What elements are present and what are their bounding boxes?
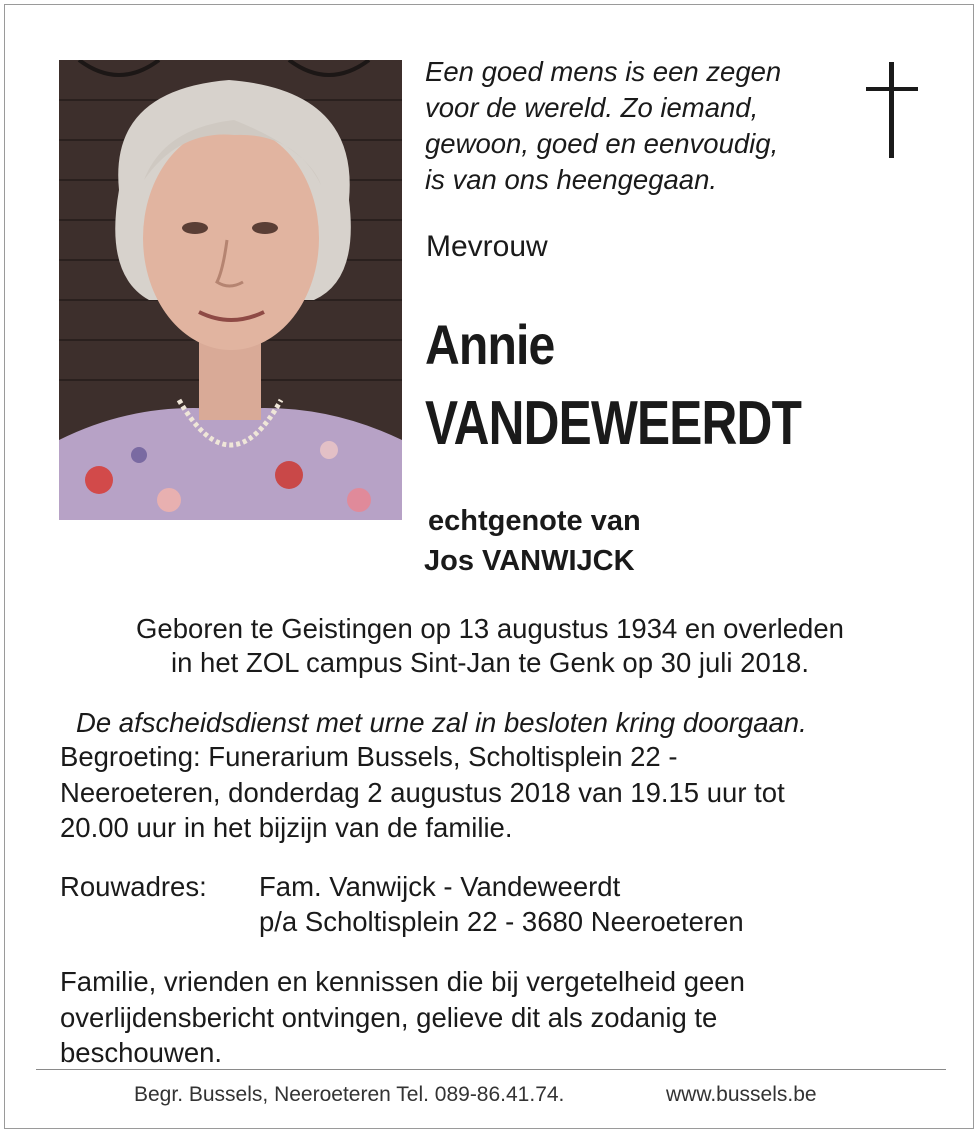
notice-line: Familie, vrienden en kennissen die bij vergetelheid geen (60, 966, 745, 997)
poem-line: is van ons heengegaan. (425, 164, 718, 195)
cross-icon (862, 62, 922, 158)
service-note: De afscheidsdienst met urne zal in besloten kring doorgaan. (76, 707, 807, 738)
deceased-first-name: Annie (425, 313, 555, 376)
address-line: Fam. Vanwijck - Vandeweerdt (259, 871, 621, 902)
poem-line: gewoon, goed en eenvoudig, (425, 128, 779, 159)
footer-funeral-home: Begr. Bussels, Neeroeteren Tel. 089-86.41.74. (134, 1083, 565, 1106)
address-label: Rouwadres: (60, 871, 207, 902)
spouse-label: echtgenote van (428, 505, 641, 537)
service-line: Neeroeteren, donderdag 2 augustus 2018 van 19.15 uur tot (60, 777, 785, 808)
poem (425, 54, 845, 198)
birth-death-line: in het ZOL campus Sint-Jan te Genk op 30 juli 2018. (171, 647, 809, 678)
birth-death-line: Geboren te Geistingen op 13 augustus 1934 en overleden (136, 613, 844, 644)
service-line: Begroeting: Funerarium Bussels, Scholtisplein 22 - (60, 741, 678, 772)
honorific: Mevrouw (426, 230, 548, 263)
service-line: 20.00 uur in het bijzijn van de familie. (60, 812, 513, 843)
notice-line: overlijdensbericht ontvingen, gelieve dit als zodanig te (60, 1002, 718, 1033)
poem-line: voor de wereld. Zo iemand, (425, 92, 759, 123)
portrait-photo (59, 60, 402, 520)
address-line: p/a Scholtisplein 22 - 3680 Neeroeteren (259, 906, 744, 937)
footer-divider (36, 1069, 946, 1070)
spouse-name: Jos VANWIJCK (424, 545, 635, 577)
footer-website[interactable]: www.bussels.be (666, 1083, 817, 1106)
deceased-last-name: VANDEWEERDT (425, 389, 802, 458)
poem-line: Een goed mens is een zegen (425, 56, 782, 87)
notice-line: beschouwen. (60, 1037, 223, 1068)
